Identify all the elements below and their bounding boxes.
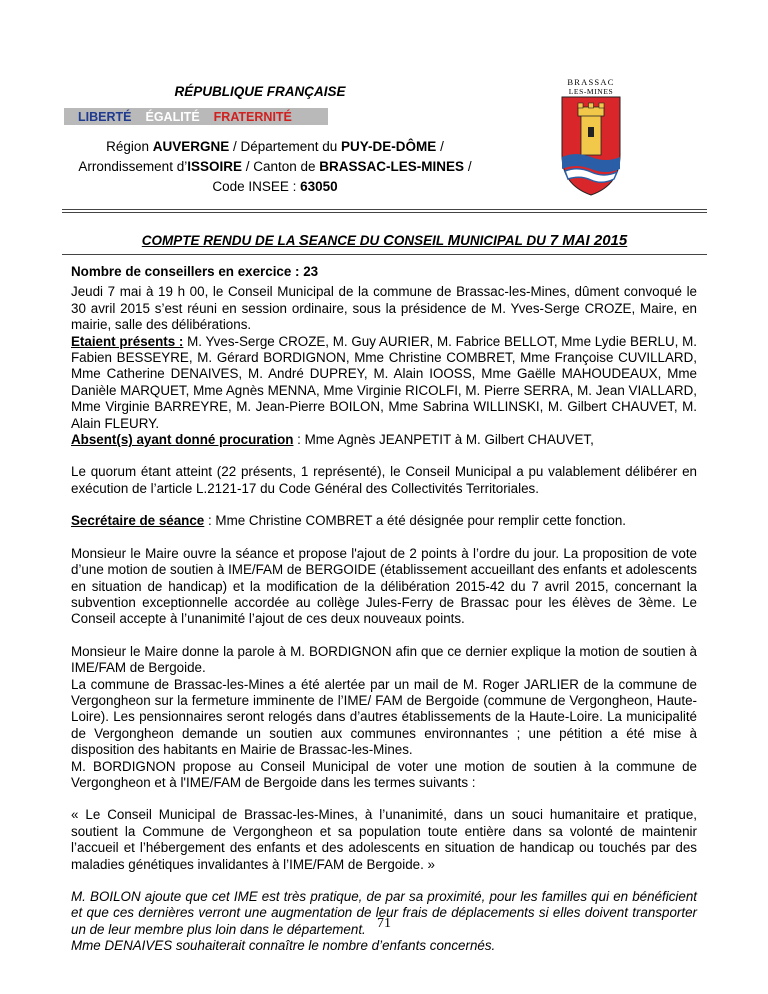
absents-text: : Mme Agnès JEANPETIT à M. Gilbert CHAUVET, xyxy=(293,432,594,448)
crest-text-1: BRASSAC xyxy=(567,77,615,87)
insee-prefix: Code INSEE : xyxy=(212,179,301,194)
presents-paragraph xyxy=(71,334,697,432)
intro-paragraph: Jeudi 7 mai à 19 h 00, le Conseil Municipal de la commune de Brassac-les-Mines, dûment convoqué le 30 avril 2015 s’est réuni en session ordinaire, sous la présidence de M. Yves-Serge CROZE, Maire, en mairie, salle des délibérations. xyxy=(71,284,697,333)
secretaire-label: Secrétaire de séance xyxy=(71,513,205,529)
title-rule-top-2 xyxy=(62,212,707,213)
motto-liberte: LIBERTÉ xyxy=(78,109,132,124)
region-name: AUVERGNE xyxy=(152,139,230,154)
absents-paragraph xyxy=(71,432,697,448)
departement-name: PUY-DE-DÔME xyxy=(341,139,437,154)
nombre-conseillers: Nombre de conseillers en exercice : 23 xyxy=(71,264,319,279)
boilon-paragraph: M. BOILON ajoute que cet IME est très pratique, de par sa proximité, pour les familles qui en bénéficient et que ces dernières verront une augmentation de leur frais de déplacements si elles doivent transporter un de leur membre plus loin dans le département. xyxy=(71,889,697,937)
region-block xyxy=(60,137,490,197)
canton-name: BRASSAC-LES-MINES xyxy=(319,159,465,174)
parole-paragraph-3: M. BORDIGNON propose au Conseil Municipal de voter une motion de soutien à la commune de Vergongheon et à l'IME/FAM de Bergoide dans les termes suivants : xyxy=(71,758,697,790)
presents-label: Etaient présents : xyxy=(71,333,184,349)
town-crest-icon xyxy=(560,77,622,197)
title-part: ONSEIL xyxy=(393,233,448,248)
ouverture-paragraph: Monsieur le Maire ouvre la séance et propose l'ajout de 2 points à l’ordre du jour. La proposition de vote d’une motion de soutien à IME/FAM de BERGOIDE (établissement accueillant des enfants et adolescents en situation de handicap) et la modification de la délibération 2015-42 du 7 avril 2015, concernant la subvention exceptionnelle accordée au collège Jules-Ferry de Brassac pour les élèves de 3ème. Le Conseil accepte à l’unanimité l’ajout de ces deux nouveaux points. xyxy=(71,545,697,627)
parole-paragraph-1: Monsieur le Maire donne la parole à M. BORDIGNON afin que ce dernier explique la motion de soutien à IME/FAM de Bergoide. xyxy=(71,643,697,676)
document-body xyxy=(71,264,697,955)
page-number: 71 xyxy=(377,916,391,931)
arrondissement-line xyxy=(60,157,490,177)
secretaire-paragraph xyxy=(71,513,697,529)
title-part: C xyxy=(383,232,394,249)
title-part: M xyxy=(447,232,461,249)
title-part: UNICIPAL DU xyxy=(460,233,550,248)
motto-band xyxy=(64,108,328,125)
republic-title: RÉPUBLIQUE FRANÇAISE xyxy=(174,84,346,99)
absents-label: Absent(s) ayant donné procuration xyxy=(71,432,294,448)
title-part: COMPTE RENDU DE LA xyxy=(141,233,299,248)
motto-fraternite: FRATERNITÉ xyxy=(213,109,292,124)
crest-text-2: LES-MINES xyxy=(568,87,614,96)
region-suffix: / xyxy=(436,139,444,154)
motion-paragraph: « Le Conseil Municipal de Brassac-les-Mines, à l’unanimité, dans un souci humanitaire et pratique, soutient la Commune de Vergongheon et sa population toute entière dans sa volonté de maintenir l’accueil et l’hébergement des enfants et des adolescents en situation de handicap ou touchés par des maladies génétiques invalidantes à l’IME/FAM de Bergoide. » xyxy=(71,807,697,872)
region-line xyxy=(60,137,490,157)
parole-paragraph-2: La commune de Brassac-les-Mines a été alertée par un mail de M. Roger JARLIER de la commune de Vergongheon sur la fermeture imminente de l’IME/ FAM de Bergoide (commune de Vergongheon, Haute-Loire). Les pensionnaires seront relogés dans d’autres établissements de la Haute-Loire. La municipalité de Vergongheon demande un soutien aux communes environnantes ; une pétition a été mise à disposition des habitants en Mairie de Brassac-les-Mines. xyxy=(71,676,697,758)
insee-code: 63050 xyxy=(300,179,338,194)
title-part: EANCE DU xyxy=(308,233,384,248)
insee-line xyxy=(60,177,490,197)
title-rule-bottom xyxy=(62,254,707,255)
motto-egalite: ÉGALITÉ xyxy=(145,109,200,124)
denaives-paragraph: Mme DENAIVES souhaiterait connaître le nombre d’enfants concernés. xyxy=(71,938,496,954)
region-prefix: Région xyxy=(106,139,153,154)
title-part: S xyxy=(298,232,309,249)
arr-mid: / Canton de xyxy=(241,159,320,174)
secretaire-text: : Mme Christine COMBRET a été désignée pour remplir cette fonction. xyxy=(204,513,626,529)
arr-prefix: Arrondissement d’ xyxy=(78,159,188,174)
document-title xyxy=(62,232,707,249)
region-mid: / Département du xyxy=(229,139,342,154)
title-part: 7 MAI 2015 xyxy=(549,232,628,249)
arr-suffix: / xyxy=(464,159,472,174)
presents-list: M. Yves-Serge CROZE, M. Guy AURIER, M. Fabrice BELLOT, Mme Lydie BERLU, M. Fabien BESSEYRE, M. Gérard BORDIGNON, Mme Christine COMBRET, Mme Françoise CUVILLARD, Mme Catherine DENAIVES, M. André DUPREY, M. Alain IOOSS, Mme Gaëlle MAHOUDEAUX, Mme Danièle MARQUET, Mme Agnès MENNA, Mme Virginie RICOLFI, M. Pierre SERRA, M. Jean VIALLARD, Mme Virginie BARREYRE, M. Jean-Pierre BOILON, Mme Sabrina WILLINSKI, M. Gilbert CHAUVET, M. Alain FLEURY. xyxy=(71,333,697,431)
title-rule-top xyxy=(62,209,707,210)
arrondissement-name: ISSOIRE xyxy=(187,159,242,174)
quorum-paragraph: Le quorum étant atteint (22 présents, 1 représenté), le Conseil Municipal a pu valablement délibérer en exécution de l’article L.2121-17 du Code Général des Collectivités Territoriales. xyxy=(71,464,697,496)
